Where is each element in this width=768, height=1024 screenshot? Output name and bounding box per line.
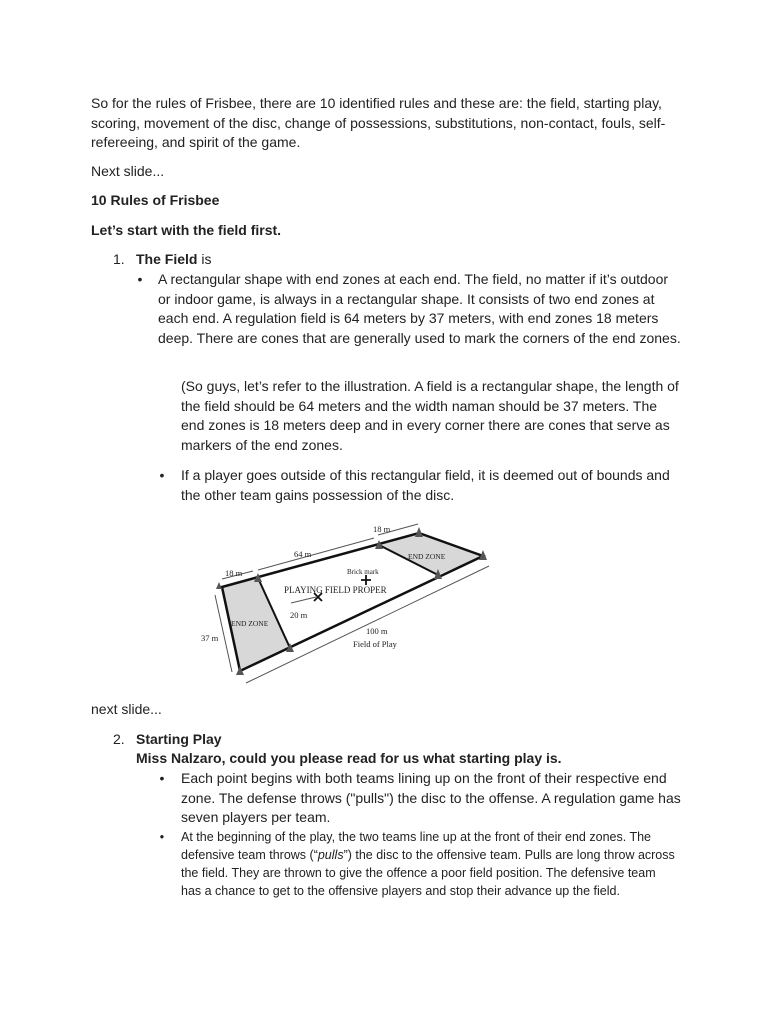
section-1-title-suffix: is	[197, 251, 212, 267]
section-1-title: The Field	[136, 251, 198, 267]
section-2-request: Miss Nalzaro, could you please read for us what starting play is.	[136, 750, 562, 766]
label-end-zone-left: END ZONE	[231, 619, 269, 628]
section-1-number: 1.	[113, 251, 125, 267]
field-bullet-1: A rectangular shape with end zones at each end. The field, no matter if it’s outdoor or indoor game, is always in a rectangular shape. It consists of two end zones at each end. A regulation field is 64 meters by 37 meters, with end zones 18 meters deep. There are cones that are generally used to mark the corners of the end zones.	[158, 271, 681, 346]
label-100m: 100 m	[366, 626, 388, 636]
cone-marker	[216, 582, 222, 589]
field-first-heading: Let’s start with the field first.	[91, 222, 282, 238]
label-18m-top: 18 m	[373, 524, 391, 534]
label-20m: 20 m	[290, 610, 308, 620]
intro-paragraph: So for the rules of Frisbee, there are 10 identified rules and these are: the field, starting play, scoring, movement of the disc, change of possessions, substitutions, non-contact, fouls, self-refereeing, and spirit of the game.	[91, 95, 666, 150]
label-64m: 64 m	[294, 549, 312, 559]
starting-play-bullet-2-before: At the beginning of the play, the two teams line up at the front of their end zones. The defensive team throws (“	[181, 830, 651, 862]
label-end-zone-right: END ZONE	[408, 552, 446, 561]
starting-play-bullet-2-after: ”) the disc to the offensive team. Pulls are long throw across the field. They are thrown to give the offence a poor field position. The defensive team has a chance to get to the offensive players and stop their advance up the field.	[181, 848, 675, 898]
field-bullet-2: If a player goes outside of this rectangular field, it is deemed out of bounds and the other team gains possession of the disc.	[181, 467, 670, 503]
bullet-dot: •	[159, 770, 165, 786]
bullet-dot: •	[159, 467, 165, 483]
rules-heading: 10 Rules of Frisbee	[91, 192, 220, 208]
field-note: (So guys, let’s refer to the illustration. A field is a rectangular shape, the length of the field should be 64 meters and the width naman should be 37 meters. The end zones is 18 meters deep and in every corner there are cones that serve as markers of the end zones.	[181, 378, 679, 453]
bullet-dot: •	[159, 830, 165, 844]
label-18m-left: 18 m	[225, 568, 243, 578]
label-playing-field: PLAYING FIELD PROPER	[284, 585, 387, 595]
label-37m: 37 m	[201, 633, 219, 643]
starting-play-bullet-2	[181, 828, 679, 900]
pulls-italic: pulls	[317, 848, 344, 862]
dim-line-20m	[291, 597, 316, 603]
label-brick-mark: Brick mark	[347, 568, 379, 576]
section-2-title: Starting Play	[136, 731, 222, 747]
bullet-dot: •	[137, 271, 143, 287]
dim-line-100m	[246, 566, 489, 683]
starting-play-bullet-1: Each point begins with both teams lining up on the front of their respective end zone. The defense throws ("pulls") the disc to the offense. A regulation game has seven players per team.	[181, 770, 681, 825]
section-2-number: 2.	[113, 731, 125, 747]
next-slide-note: Next slide...	[91, 163, 165, 179]
dim-line-64m	[258, 538, 374, 570]
label-field-of-play: Field of Play	[353, 639, 397, 649]
cone-marker	[415, 527, 423, 537]
next-slide-note-2: next slide...	[91, 701, 162, 717]
brick-mark-icon	[361, 575, 371, 585]
